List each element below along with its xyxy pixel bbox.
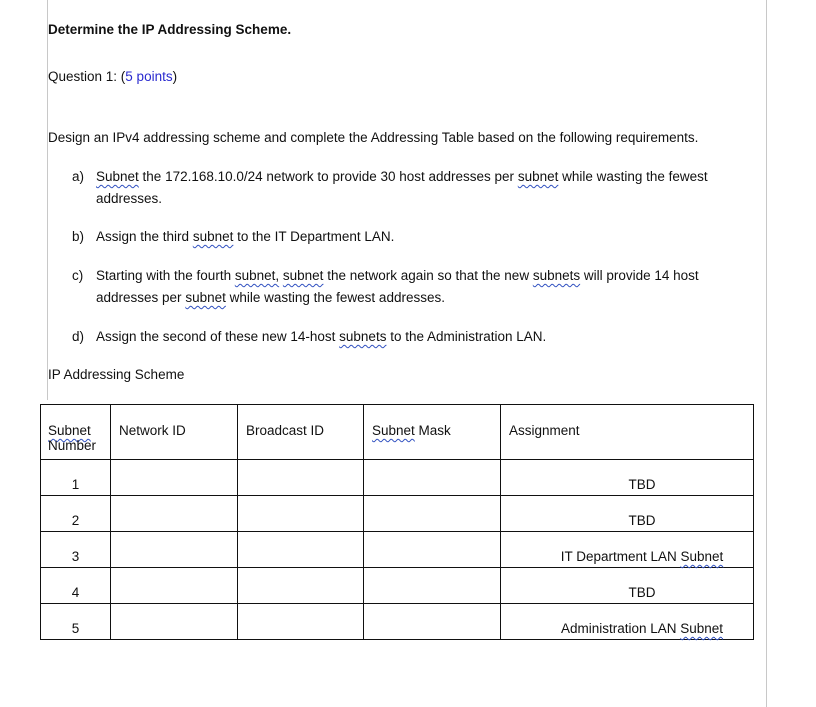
text: will provide 14 host	[580, 268, 699, 283]
points: 5 points	[125, 69, 173, 84]
item-a	[72, 169, 708, 184]
item-c	[72, 268, 699, 283]
text: Starting with the fourth	[96, 268, 235, 283]
assignment-cell[interactable]: TBD	[501, 496, 754, 532]
table-header-row	[41, 405, 754, 460]
text: Administration LAN	[560, 621, 681, 636]
text: the 172.168.10.0/24 network to provide 30 host addresses per	[138, 169, 518, 184]
subnet-number: 2	[41, 496, 111, 532]
subnet-mask-cell[interactable]	[364, 604, 501, 640]
item-b	[72, 229, 394, 244]
table-row	[41, 460, 754, 496]
document-title: Determine the IP Addressing Scheme.	[48, 22, 292, 37]
broadcast-id-cell[interactable]	[238, 496, 364, 532]
text: subnets	[532, 268, 581, 283]
header-assignment: Assignment	[501, 405, 754, 460]
marker: b)	[72, 229, 85, 244]
subnet-mask-cell[interactable]	[364, 496, 501, 532]
assignment-cell[interactable]	[501, 604, 754, 640]
header-subnet-mask	[364, 405, 501, 460]
text: subnet,	[234, 268, 280, 283]
subnet-mask-cell[interactable]	[364, 460, 501, 496]
text: Number	[48, 438, 97, 453]
network-id-cell[interactable]	[111, 532, 238, 568]
scheme-heading: IP Addressing Scheme	[48, 367, 185, 382]
table-row	[41, 496, 754, 532]
assignment-cell[interactable]: TBD	[501, 460, 754, 496]
text: Subnet	[680, 549, 724, 564]
table-row	[41, 604, 754, 640]
header-network-id: Network ID	[111, 405, 238, 460]
subnet-number: 5	[41, 604, 111, 640]
text: Mask	[414, 423, 451, 438]
intro-text: Design an IPv4 addressing scheme and complete the Addressing Table based on the following requirements.	[48, 130, 699, 145]
header-broadcast-id: Broadcast ID	[238, 405, 364, 460]
broadcast-id-cell[interactable]	[238, 568, 364, 604]
marker: a)	[72, 169, 85, 184]
addressing-table	[40, 404, 754, 640]
text: Subnet	[680, 621, 724, 636]
question-close: )	[172, 69, 178, 84]
text: to the IT Department LAN.	[233, 229, 395, 244]
marker: c)	[72, 268, 84, 283]
subnet-mask-cell[interactable]	[364, 532, 501, 568]
text: Subnet	[96, 169, 139, 184]
question-heading	[48, 69, 177, 84]
subnet-number: 3	[41, 532, 111, 568]
assignment-cell[interactable]	[501, 532, 754, 568]
text: subnet	[185, 290, 226, 305]
network-id-cell[interactable]	[111, 568, 238, 604]
text: the network again so that the new	[323, 268, 533, 283]
text: to the Administration LAN.	[386, 329, 547, 344]
broadcast-id-cell[interactable]	[238, 532, 364, 568]
text: subnet	[282, 268, 324, 283]
text: subnets	[339, 329, 387, 344]
item-c-line2	[96, 290, 445, 305]
item-a-line2: addresses.	[96, 191, 163, 206]
table-row	[41, 568, 754, 604]
subnet-number: 4	[41, 568, 111, 604]
left-margin-line	[47, 0, 48, 400]
question-label: Question 1: (	[48, 69, 126, 84]
assignment-cell[interactable]: TBD	[501, 568, 754, 604]
text: while wasting the fewest addresses.	[225, 290, 445, 305]
network-id-cell[interactable]	[111, 460, 238, 496]
subnet-mask-cell[interactable]	[364, 568, 501, 604]
network-id-cell[interactable]	[111, 604, 238, 640]
text: while wasting the fewest	[558, 169, 708, 184]
text: addresses per	[96, 290, 186, 305]
right-margin-line	[766, 0, 767, 707]
text: Assign the third	[96, 229, 193, 244]
text: Assign the second of these new 14-host	[96, 329, 340, 344]
subnet-number: 1	[41, 460, 111, 496]
header-subnet-number	[41, 405, 111, 460]
text: subnet	[517, 169, 559, 184]
item-d	[72, 329, 546, 344]
broadcast-id-cell[interactable]	[238, 604, 364, 640]
text: Subnet	[372, 423, 415, 438]
network-id-cell[interactable]	[111, 496, 238, 532]
text: Subnet	[48, 423, 91, 438]
marker: d)	[72, 329, 85, 344]
table-row	[41, 532, 754, 568]
text: IT Department LAN	[560, 549, 681, 564]
text: subnet	[192, 229, 234, 244]
broadcast-id-cell[interactable]	[238, 460, 364, 496]
